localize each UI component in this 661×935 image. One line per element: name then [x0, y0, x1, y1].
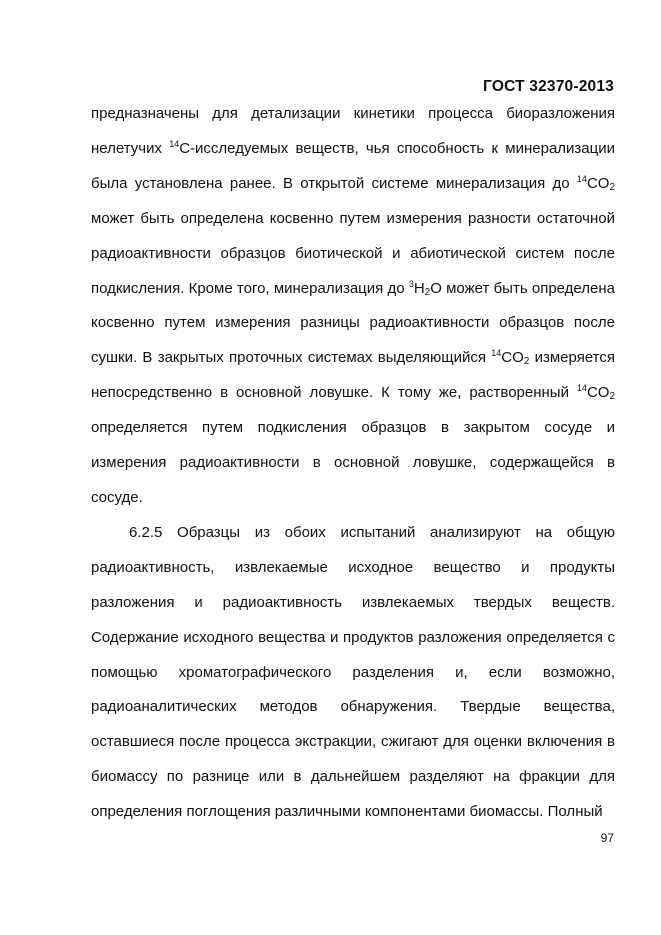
formula-co: CO — [501, 349, 524, 367]
formula-co: CO — [586, 384, 610, 402]
formula-h: H — [413, 279, 425, 297]
text-run: O может быть определена косвенно путем измерения разницы радиоактивности образцов после сушки. В закрытых проточных системах выделяющийся — [91, 279, 615, 367]
isotope-superscript: 3 — [408, 278, 414, 289]
isotope-superscript: 14 — [169, 138, 180, 149]
formula-subscript: 2 — [424, 286, 431, 298]
document-header: ГОСТ 32370-2013 — [483, 78, 614, 95]
document-body — [91, 97, 615, 830]
formula-co: CO — [586, 174, 610, 192]
text-run: предназначены для детализации кинетики процесса биоразложения нелетучих — [91, 105, 615, 157]
text-run: С-исследуемых веществ, чья способность к минерализации была установлена ранее. В открытой системе минерализация до — [91, 139, 615, 192]
isotope-superscript: 14 — [576, 173, 587, 184]
formula-subscript: 2 — [609, 181, 615, 193]
formula-subscript: 2 — [523, 356, 530, 368]
text-run: определяется путем подкисления образцов в закрытом сосуде и измерения радиоактивности в основной ловушке, содержащейся в сосуде. — [91, 419, 615, 506]
formula-subscript: 2 — [609, 391, 615, 403]
paragraph-1 — [91, 97, 615, 516]
text-run: может быть определена косвенно путем измерения разности остаточной радиоактивности образцов биотической и абиотической систем после подкисления. Кроме того, минерализация до — [91, 209, 615, 297]
page-number: 97 — [600, 831, 614, 845]
paragraph-2: 6.2.5 Образцы из обоих испытаний анализируют на общую радиоактивность, извлекаемые исходное вещество и продукты разложения и радиоактивность извлекаемых твердых веществ. Содержание исходного вещества и продуктов разложения определяется с помощью хроматографического разделения и, если возможно, радиоаналитических методов обнаружения. Твердые вещества, оставшиеся после процесса экстракции, сжигают для оценки включения в биомассу по разнице или в дальнейшем разделяют на фракции для определения поглощения различными компонентами биомассы. Полный — [91, 523, 615, 821]
text-run: измеряется непосредственно в основной ловушке. К тому же, растворенный — [91, 349, 615, 402]
isotope-superscript: 14 — [491, 348, 502, 359]
isotope-superscript: 14 — [576, 383, 587, 394]
